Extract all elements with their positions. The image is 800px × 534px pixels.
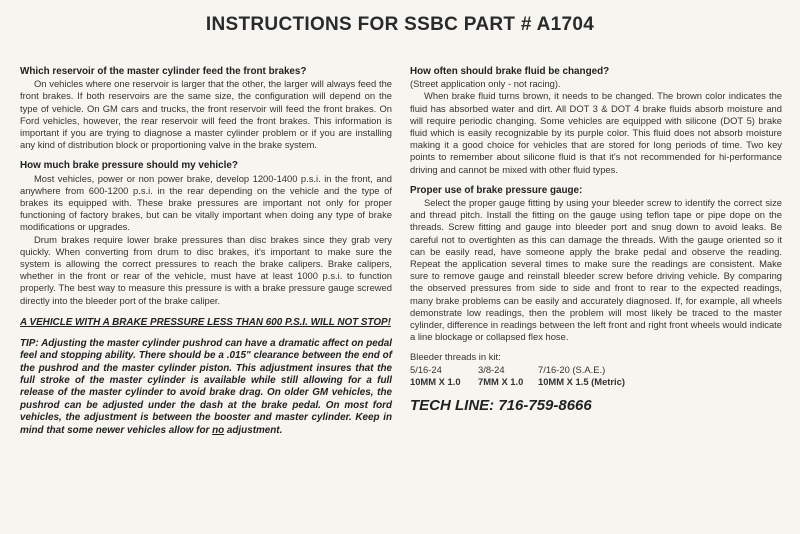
- tip-end: adjustment.: [224, 424, 283, 436]
- threads-sae-row: [410, 364, 782, 376]
- tip-body: Adjusting the master cylinder pushrod can have a dramatic affect on pedal feel and stopping ability. There should be a .015" clearance between the end of the pushrod and the master cylinder piston. This adjustment insures that the full stroke of the master cylinder is available while still allowing for a full release of the master cylinder to avoid brake drag. On older GM vehicles, the pushrod can be adjusted under the dash at the brake pedal. On most ford vehicles, the adjustment is between the booster and master cylinder. Keep in mind that some newer vehicles allow for: [20, 337, 392, 436]
- thread-metric-2: 7MM X 1.0: [478, 375, 524, 387]
- question-reservoir: Which reservoir of the master cylinder feed the front brakes?: [20, 66, 307, 77]
- answer-drum-brakes: Drum brakes require lower brake pressures than disc brakes since they grab very quickly. When converting from drum to disc brakes, it's important to make sure the system is allowing the correct pressures to reach the brake calipers. Brake calipers, whether in the front or rear of the vehicle, must have at least 1000 p.s.i. to function properly. The best way to measure this pressure is with a brake pressure gauge screwed directly into the bleeder port of the brake caliper.: [20, 233, 392, 306]
- thread-sae-2: 3/8-24: [478, 363, 505, 375]
- thread-metric-1: 10MM X 1.0: [410, 375, 461, 387]
- answer-brake-pressure: Most vehicles, power or non power brake, develop 1200-1400 p.s.i. in the front, and anywhere from 600-1200 p.s.i. in the rear depending on the vehicle and the type of brakes its equipped with. These brake pressures are important not only for proper functioning of factory brakes, but can be vitally important when doing any type of brake modifications or upgrades.: [20, 172, 392, 233]
- thread-sae-1: 5/16-24: [410, 363, 442, 375]
- tip-prefix: TIP:: [20, 337, 42, 349]
- question-brake-pressure: How much brake pressure should my vehicle?: [20, 160, 238, 172]
- question-fluid-change: How often should brake fluid be changed?: [410, 66, 610, 77]
- question-gauge-use: Proper use of brake pressure gauge:: [410, 184, 583, 196]
- warning-text: A VEHICLE WITH A BRAKE PRESSURE LESS THAN 600 P.S.I. WILL NOT STOP!: [20, 316, 391, 328]
- threads-metric-row: [410, 376, 782, 388]
- left-column: [20, 66, 392, 437]
- tip-no: no: [212, 424, 225, 436]
- fluid-change-subtitle: (Street application only - not racing).: [410, 78, 561, 90]
- page-title: INSTRUCTIONS FOR SSBC PART # A1704: [205, 14, 595, 35]
- thread-metric-3: 10MM X 1.5 (Metric): [538, 375, 626, 387]
- tip-paragraph: [20, 338, 392, 437]
- answer-fluid-change: When brake fluid turns brown, it needs to be changed. The brown color indicates the fluid has absorbed water and dirt. All DOT 3 & DOT 4 brake fluids absorb moisture and will require periodic changing. Some vehicles are equipped with silicone (DOT 5) brake fluid which is easily recognizable by its purple color. This fluid does not absorb moisture making it a good choice for vehicles that are stored for long periods of time. Two key points to remember about silicone fluid is that it's not recommended for hi-performance driving and cannot be mixed with other fluid types.: [410, 90, 782, 175]
- answer-gauge-use: Select the proper gauge fitting by using your bleeder screw to identify the correct size and thread pitch. Install the fitting on the gauge using teflon tape or pipe dope on the threads. Screw fitting and gauge into bleeder port and snug down to avoid leaks. Be careful not to overtighten as this can damage the threads. With the gauge oriented so it can be easily read, have someone apply the brake pedal and observe the reading. Repeat the application several times to make sure the readings are consistent. Make sure to remove gauge and reinstall bleeder screw before driving vehicle. By comparing the observed pressures from side to side and front to rear to the expected readings, many brake problems can be easily and accurately diagnosed. If, for example, all wheels demonstrate low readings, then the problem will most likely be traced to the master cylinder, difference in readings between the left front and right front wheels would indicate a line blockage or collapsed flex hose.: [410, 197, 782, 343]
- tech-line: TECH LINE: 716-759-8666: [410, 396, 592, 414]
- thread-sae-3: 7/16-20 (S.A.E.): [538, 363, 606, 375]
- right-column: [410, 66, 782, 412]
- answer-reservoir: On vehicles where one reservoir is larger that the other, the larger will always feed the front brakes. If both reservoirs are the same size, the configuration will depend on the type of vehicle. On GM cars and trucks, the front reservoir will feed the front brakes. On Ford vehicles, however, the rear reservoir will feed the front brakes. This information is important if you are trying to diagnose a master cylinder problem or if you are installing any kind of distribution block or proportioning valve in the brake system.: [20, 78, 392, 151]
- threads-label: Bleeder threads in kit:: [410, 351, 501, 363]
